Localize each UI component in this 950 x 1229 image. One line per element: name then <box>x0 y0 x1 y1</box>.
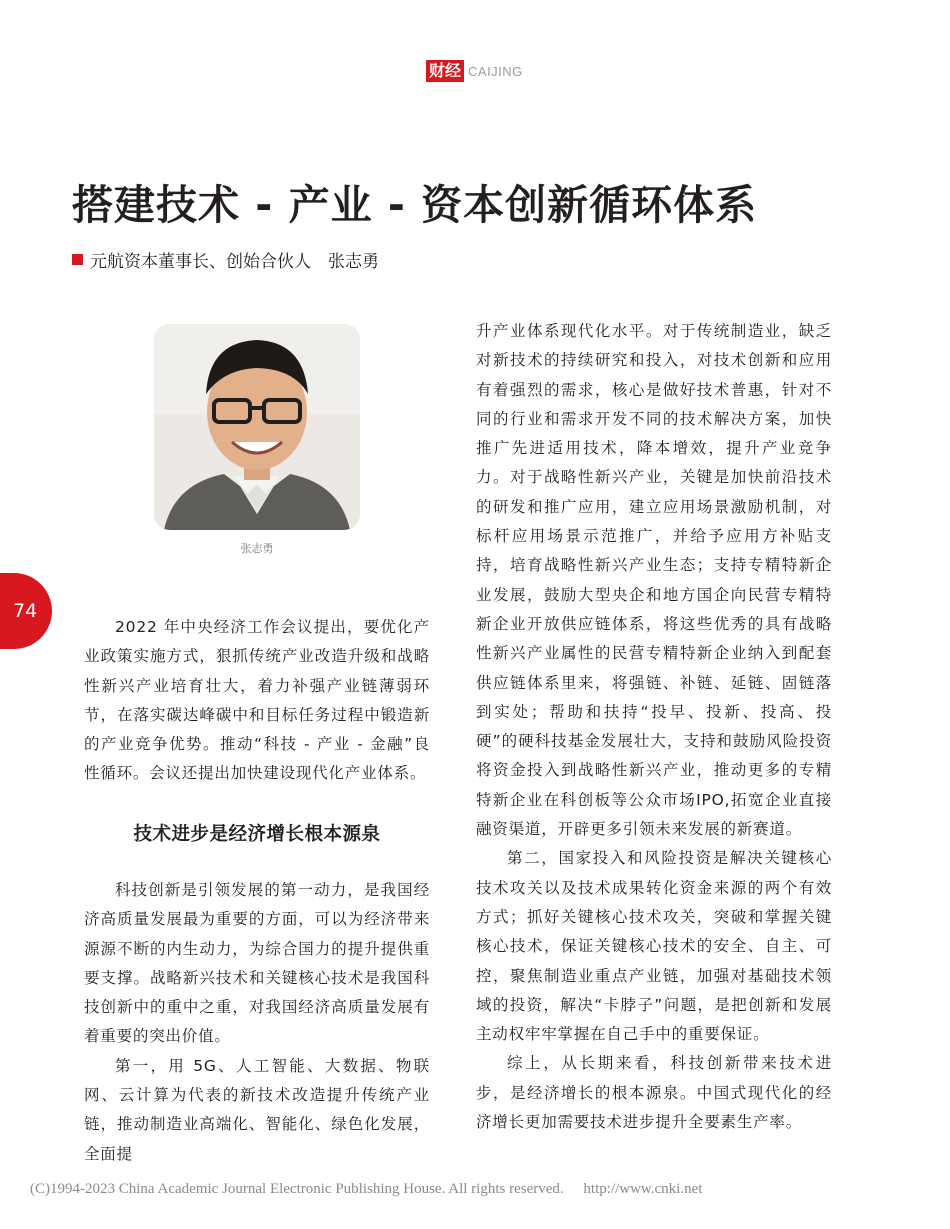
copyright-footer <box>30 1181 718 1198</box>
body-paragraph: 科技创新是引领发展的第一动力，是我国经济高质量发展最为重要的方面，可以为经济带来源源不断的内生动力，为综合国力的提升提供重要支撑。战略新兴技术和关键核心技术是我国科技创新中的重中之重，对我国经济高质量发展有着重要的突出价值。 <box>84 881 430 1046</box>
body-paragraph: 第二，国家投入和风险投资是解决关键核心技术攻关以及技术成果转化资金来源的两个有效方式；抓好关键核心技术攻关，突破和掌握关键核心技术，保证关键核心技术的安全、自主、可控，聚焦制造业重点产业链，加强对基础技术领域的投资，解决“卡脖子”问题，是把创新和发展主动权牢牢掌握在自己手中的重要保证。 <box>476 849 832 1044</box>
footer-url[interactable]: http://www.cnki.net <box>583 1181 703 1197</box>
left-column-body <box>84 876 430 1169</box>
magazine-header <box>426 60 523 82</box>
body-paragraph: 升产业体系现代化水平。对于传统制造业，缺乏对新技术的持续研究和投入，对技术创新和应用有着强烈的需求，核心是做好技术普惠，针对不同的行业和需求开发不同的技术解决方案，加快推广先进适用技术，降本增效，提升产业竞争力。对于战略性新兴产业，关键是加快前沿技术的研发和推广应用，建立应用场景激励机制，对标杆应用场景示范推广，并给予应用方补贴支持，培育战略性新兴产业生态；支持专精特新企业发展，鼓励大型央企和地方国企向民营专精特新企业开放供应链体系，将这些优秀的具有战略性新兴产业属性的民营专精特新企业纳入到配套供应链体系里来，将强链、补链、延链、固链落到实处；帮助和扶持“投早、投新、投高、投硬”的硬科技基金发展壮大，支持和鼓励风险投资将资金投入到战略性新兴产业，推动更多的专精特新企业在科创板等公众市场IPO,拓宽企业直接融资渠道，开辟更多引领未来发展的新赛道。 <box>476 322 832 839</box>
body-paragraph: 综上，从长期来看，科技创新带来技术进步，是经济增长的根本源泉。中国式现代化的经济增长更加需要技术进步提升全要素生产率。 <box>476 1054 832 1132</box>
portrait-photo-icon <box>154 324 360 530</box>
copyright-text: (C)1994-2023 China Academic Journal Electronic Publishing House. All rights reserved. <box>30 1181 564 1197</box>
body-paragraph: 第一，用 5G、人工智能、大数据、物联网、云计算为代表的新技术改造提升传统产业链，推动制造业高端化、智能化、绿色化发展，全面提 <box>84 1056 430 1163</box>
article-title: 搭建技术 - 产业 - 资本创新循环体系 <box>72 181 758 229</box>
brand-logo-cn: 财经 <box>426 60 464 82</box>
brand-logo-en: CAIJING <box>468 63 523 79</box>
page-number: 74 <box>13 600 38 622</box>
intro-paragraph <box>84 613 430 789</box>
intro-text: 2022 年中央经济工作会议提出，要优化产业政策实施方式，狠抓传统产业改造升级和战略性新兴产业培育壮大，着力补强产业链薄弱环节，在落实碳达峰碳中和目标任务过程中锻造新的产业竞争优势。推动“科技 - 产业 - 金融”良性循环。会议还提出加快建设现代化产业体系。 <box>84 618 430 783</box>
photo-caption: 张志勇 <box>240 542 274 555</box>
byline-text: 元航资本董事长、创始合伙人 张志勇 <box>90 252 379 272</box>
section-heading: 技术进步是经济增长根本源泉 <box>133 824 381 845</box>
right-column-body <box>476 317 832 1137</box>
red-square-icon <box>72 254 83 265</box>
author-photo <box>154 324 360 530</box>
author-byline <box>72 247 379 272</box>
